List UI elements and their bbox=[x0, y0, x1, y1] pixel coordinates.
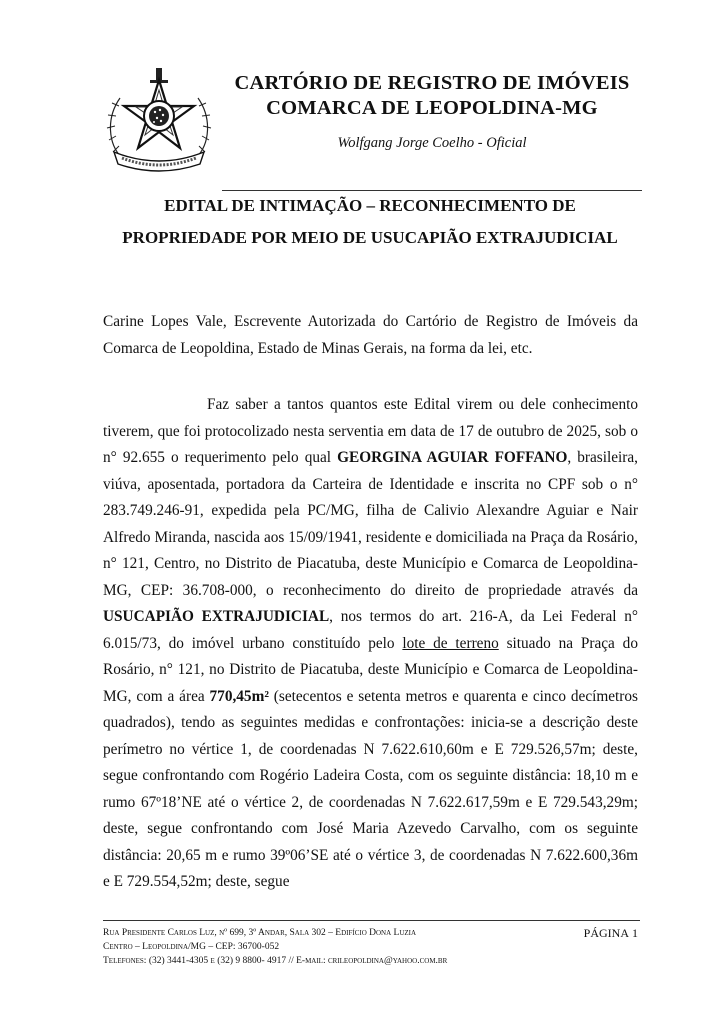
page-number bbox=[584, 926, 638, 941]
footer-address bbox=[103, 926, 416, 940]
coat-of-arms-seal bbox=[100, 66, 218, 176]
official-name: Wolfgang Jorge Coelho - Oficial bbox=[337, 135, 527, 151]
edital-title-line2: PROPRIEDADE POR MEIO DE USUCAPIÃO EXTRAJUDICIAL bbox=[122, 228, 618, 247]
paragraph-text: Faz saber a tantos quantos este Edital virem ou dele conhecimento tiverem, que foi protocolizado nesta serventia em data de 17 de outubro de 2025, sob o n° 92.655 o requerimento pelo qual bbox=[103, 396, 638, 466]
applicant-name: GEORGINA AGUIAR FOFFANO bbox=[337, 449, 568, 466]
footer-contact-text: Telefones: (32) 3441-4305 e (32) 9 8800- 4917 // E-mail: crileopoldina@yahoo.com.br bbox=[103, 956, 448, 966]
registry-title-line1: CARTÓRIO DE REGISTRO DE IMÓVEIS bbox=[234, 72, 630, 94]
usucapiao-term: USUCAPIÃO EXTRAJUDICIAL bbox=[103, 608, 330, 625]
intro-paragraph: Carine Lopes Vale, Escrevente Autorizada do Cartório de Registro de Imóveis da Comarca de Leopoldina, Estado de Minas Gerais, na forma da lei, etc. bbox=[103, 313, 638, 357]
page-number-value: 1 bbox=[632, 926, 638, 940]
header-divider bbox=[222, 190, 642, 191]
paragraph-text: , nos termos do art. 216-A, da Lei Federal n° 6.015/73, do imóvel urbano constituído pelo bbox=[103, 608, 638, 652]
footer-divider bbox=[103, 920, 640, 921]
paragraph-text: situado na Praça do Rosário, n° 121, no Distrito de Piacatuba, deste Município e Comarca de Leopoldina-MG, com a área bbox=[103, 634, 638, 705]
registry-title-line2: COMARCA DE LEOPOLDINA-MG bbox=[266, 97, 598, 119]
paragraph-text: , brasileira, viúva, aposentada, portadora da Carteira de Identidade e inscrita no CPF sob o n° 283.749.246-91, expedida pela PC/MG, filha de Calivio Alexandre Aguiar e Nair Alfredo Miranda, nascida aos 15/09/1941, residente e domiciliada na Praça da Rosário, n° 121, Centro, no Distrito de Piacatuba, deste Município e Comarca de Leopoldina-MG, CEP: 36.708-000, o reconhecimento do direito de propriedade através da bbox=[103, 449, 638, 599]
page-label: PÁGINA bbox=[583, 926, 629, 940]
footer-city bbox=[103, 940, 279, 954]
area-value: 770,45m² bbox=[209, 687, 269, 705]
footer-city-text: Centro – Leopoldina/MG – CEP: 36700-052 bbox=[103, 942, 280, 952]
footer-contact bbox=[103, 954, 447, 968]
brazil-coat-of-arms-icon bbox=[100, 66, 218, 176]
edital-title-line1: EDITAL DE INTIMAÇÃO – RECONHECIMENTO DE bbox=[164, 196, 576, 215]
lote-term: lote de terreno bbox=[402, 634, 499, 652]
main-paragraph bbox=[103, 392, 638, 896]
paragraph-text: (setecentos e setenta metros e quarenta e cinco decímetros quadrados), tendo as seguintes medidas e confrontações: inicia-se a descrição deste perímetro no vértice 1, de coordenadas N 7.622.610,60m e E 729.526,57m; deste, segue confrontando com Rogério Ladeira Costa, com os seguinte distância: 18,10 m e rumo 67º18’NE até o vértice 2, de coordenadas N 7.622.617,59m e E 729.543,29m; deste, segue confrontando com José Maria Azevedo Carvalho, com os seguinte distância: 20,65 m e rumo 39º06’SE até o vértice 3, de coordenadas N 7.622.600,36m e E 729.554,52m; deste, segue bbox=[103, 687, 638, 890]
footer-address-text: Rua Presidente Carlos Luz, nº 699, 3º Andar, Sala 302 – Edifício Dona Luzia bbox=[103, 928, 417, 938]
